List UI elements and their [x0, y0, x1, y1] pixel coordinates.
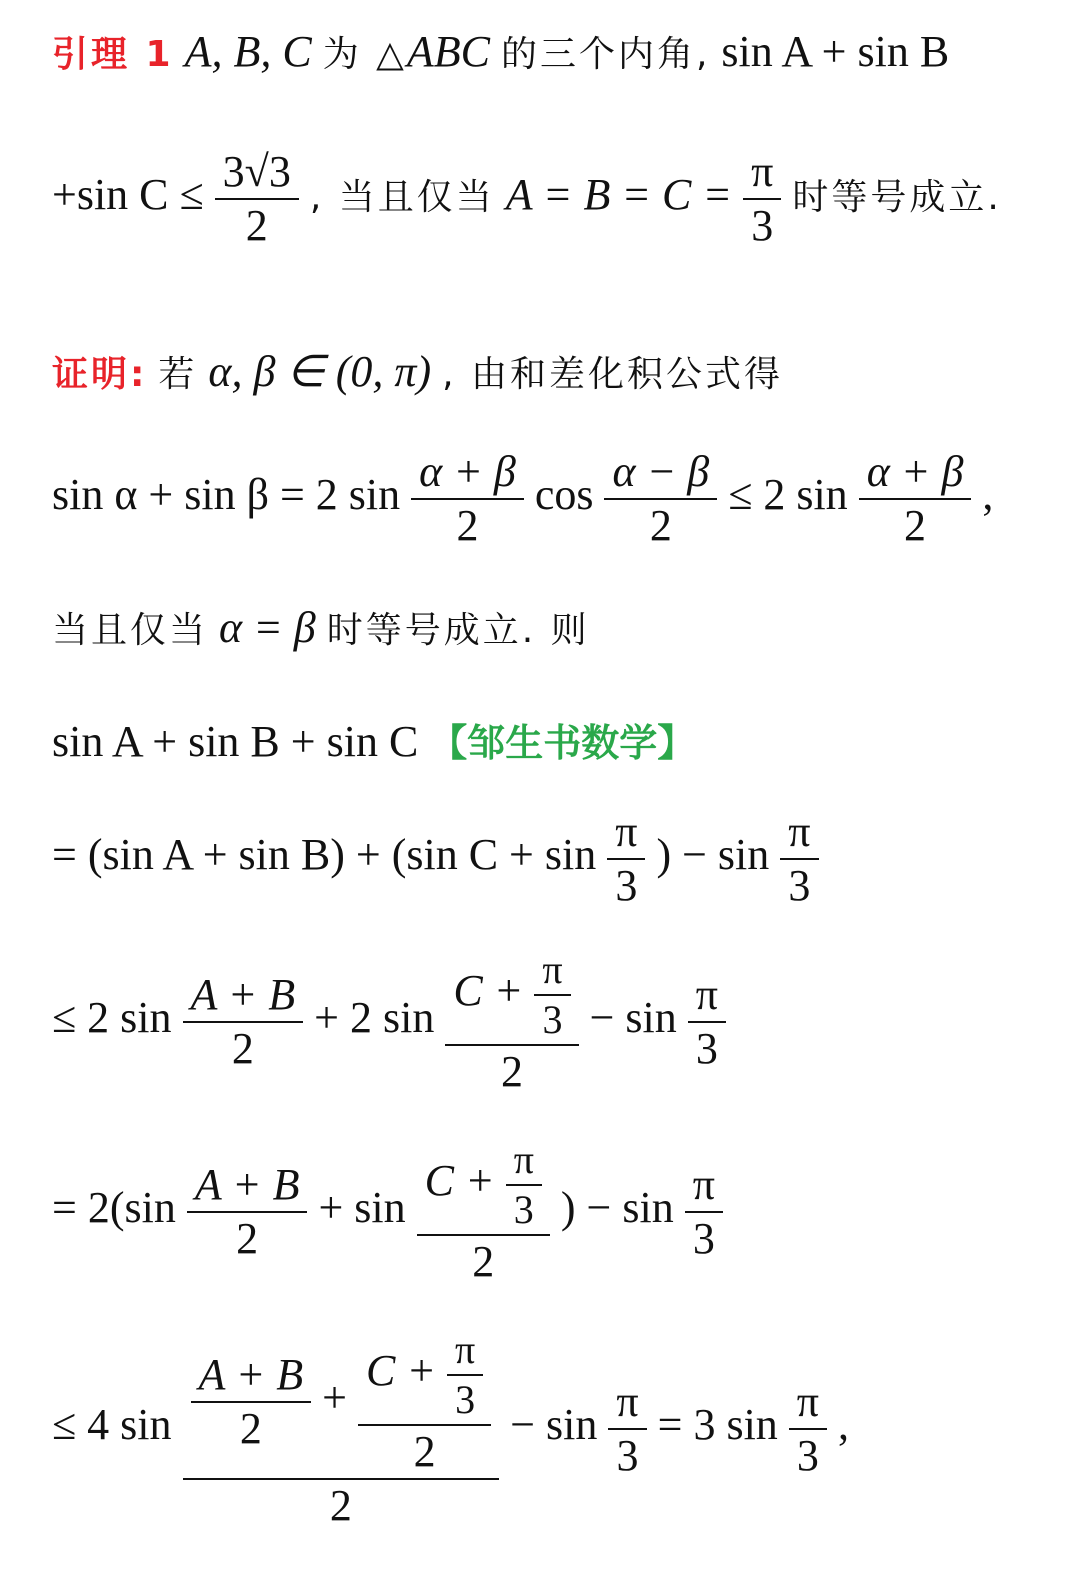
cos-text: cos [534, 470, 594, 520]
three: 3 [607, 858, 645, 908]
step2-lead: ≤ 2 sin [52, 993, 172, 1043]
proof-line [52, 347, 783, 396]
pi: π [513, 1137, 534, 1182]
big-denominator: 2 [183, 1478, 500, 1528]
sum-expr: sin A + sin B + sin C [52, 717, 419, 766]
step2-mid: + 2 sin [314, 993, 435, 1043]
pi-over-3 [692, 970, 722, 1073]
denominator: 2 [183, 1021, 304, 1071]
triangle-name: ABC [406, 27, 490, 76]
sum-line [52, 717, 696, 766]
numerator [421, 1137, 546, 1234]
step-3 [52, 1137, 723, 1286]
alpha-equals-beta: α = β [219, 603, 316, 652]
equality-line [52, 603, 590, 652]
numerator: A + B [190, 970, 296, 1019]
proof-domain: α, β ∈ (0, π) [208, 347, 432, 396]
denominator: 2 [191, 1401, 312, 1451]
pi-over-3 [451, 1327, 479, 1422]
sum-to-product-line [52, 447, 994, 550]
step1-expr: = (sin A + sin B) + (sin C + sin [52, 830, 597, 880]
denominator: 2 [445, 1044, 578, 1094]
lemma-text-2: 的三个内角, [500, 34, 711, 75]
pi-over-3 [538, 947, 566, 1042]
pi: π [542, 947, 563, 992]
numerator [362, 1327, 487, 1424]
pi: π [615, 807, 638, 856]
big-fraction [187, 1327, 496, 1530]
ab-over-2 [187, 970, 300, 1073]
lemma-text-1: 为 △ [322, 34, 407, 75]
numerator [449, 947, 574, 1044]
ab-over-2 [195, 1350, 308, 1453]
c-pi-over-2 [362, 1327, 487, 1476]
pi: π [616, 1377, 639, 1426]
pi: π [455, 1327, 476, 1372]
pi: π [751, 147, 774, 196]
three: 3 [685, 1211, 723, 1261]
iff-text: , 当且仅当 [309, 177, 495, 219]
pi: π [788, 807, 811, 856]
pi: π [796, 1377, 820, 1426]
denominator: 2 [417, 1234, 550, 1284]
pi-over-3 [747, 147, 777, 250]
plus: + [322, 1373, 347, 1423]
watermark-label: 【邹生书数学】 [429, 721, 696, 765]
denominator: 2 [358, 1424, 491, 1474]
step3-mid: + sin [318, 1183, 406, 1233]
lemma-expr: sin A + sin B [721, 27, 950, 76]
big-numerator [187, 1327, 496, 1478]
step-1 [52, 807, 819, 910]
iff-text: 当且仅当 [52, 610, 209, 651]
step3-tail: ) − sin [560, 1183, 674, 1233]
proof-text-1: 若 [158, 354, 198, 395]
step-4 [52, 1327, 850, 1530]
lemma-label: 引理 1 [52, 34, 174, 75]
three: 3 [789, 1428, 827, 1478]
three: 3 [688, 1021, 726, 1071]
numerator: α + β [866, 447, 964, 496]
lemma-line [52, 27, 950, 76]
eq1-lhs: sin α + sin β = 2 sin [52, 470, 401, 520]
three: 3 [608, 1428, 646, 1478]
proof-label: 证明: [52, 354, 148, 395]
denominator: 2 [859, 498, 972, 548]
step3-lead: = 2(sin [52, 1183, 176, 1233]
three: 3 [506, 1184, 542, 1230]
lemma-line-2 [52, 147, 1002, 250]
fraction-2 [608, 447, 713, 550]
equality-text: 时等号成立. [792, 177, 1002, 219]
pi-over-3 [611, 807, 641, 910]
pi-over-3 [689, 1160, 719, 1263]
pi-over-3 [784, 807, 814, 910]
lemma-left: +sin C ≤ [52, 170, 204, 220]
then-text: 时等号成立. 则 [326, 610, 590, 651]
three: 3 [447, 1374, 483, 1420]
bound-numerator: 3√3 [222, 147, 291, 196]
pi-over-3 [612, 1377, 642, 1480]
numerator: α + β [419, 447, 516, 496]
proof-text-2: , 由和差化积公式得 [442, 354, 783, 395]
comma: , [982, 470, 994, 520]
lemma-angles: A, B, C [184, 27, 312, 76]
three: 3 [780, 858, 818, 908]
step2-tail: − sin [589, 993, 677, 1043]
denominator: 2 [604, 498, 717, 548]
pi: π [695, 970, 718, 1019]
step4-minus-sin: − sin [510, 1400, 598, 1450]
c-plus: C + [424, 1156, 495, 1206]
bound-fraction [219, 147, 295, 250]
pi: π [692, 1160, 715, 1209]
numerator: α − β [612, 447, 710, 496]
three: 3 [743, 198, 781, 248]
step-2 [52, 947, 726, 1096]
numerator: A + B [198, 1350, 304, 1399]
le-text: ≤ 2 sin [728, 470, 848, 520]
c-pi-over-2 [421, 1137, 546, 1286]
step1-tail: ) − sin [656, 830, 770, 880]
fraction-1 [415, 447, 520, 550]
denominator: 2 [187, 1211, 308, 1261]
denominator: 2 [411, 498, 524, 548]
step4-lead: ≤ 4 sin [52, 1400, 172, 1450]
pi-over-3 [510, 1137, 538, 1232]
c-pi-over-2 [449, 947, 574, 1096]
equality-condition: A = B = C = [505, 170, 733, 220]
fraction-3 [863, 447, 968, 550]
numerator: A + B [194, 1160, 300, 1209]
pi-over-3 [793, 1377, 823, 1480]
c-plus: C + [365, 1346, 437, 1396]
bound-denominator: 2 [215, 198, 299, 248]
three: 3 [534, 994, 570, 1040]
c-plus: C + [453, 966, 524, 1016]
step4-result: = 3 sin [657, 1400, 778, 1450]
comma: , [838, 1400, 850, 1450]
ab-over-2 [191, 1160, 304, 1263]
